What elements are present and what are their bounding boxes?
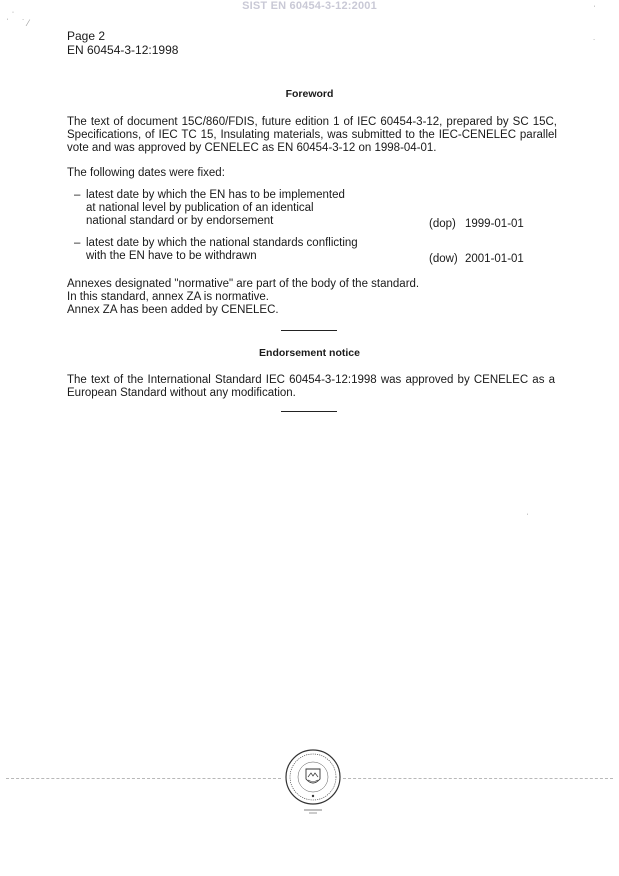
date-value: 2001-01-01 (465, 253, 524, 265)
dates-intro: The following dates were fixed: (67, 167, 225, 179)
date-code: (dow) (429, 253, 458, 265)
scan-dashed-line (343, 778, 613, 779)
date-item-line: with the EN have to be withdrawn (86, 250, 257, 262)
list-dash: – (74, 237, 81, 249)
foreword-paragraph: The text of document 15C/860/FDIS, future edition 1 of IEC 60454-3-12, prepared by SC 15C, Specifications, of IEC TC 15, Insulating materials, was submitted to the IEC-CENELEC parallel vote and was approved by CENELEC as EN 60454-3-12 on 1998-04-01. (67, 116, 557, 154)
scan-speck: ˙ (593, 38, 596, 48)
official-seal-stamp (284, 747, 342, 815)
date-item-dow (74, 237, 559, 265)
annex-line: Annex ZA has been added by CENELEC. (67, 304, 279, 316)
endorsement-paragraph: The text of the International Standard IEC 60454-3-12:1998 was approved by CENELEC as a European Standard without any modification. (67, 374, 555, 399)
scan-dashed-line (6, 778, 281, 779)
annex-notes (67, 278, 419, 317)
date-item-line: national standard or by endorsement (86, 215, 274, 227)
annex-line: Annexes designated "normative" are part of the body of the standard. (67, 278, 420, 290)
scan-speck: ˌ ˈ (6, 10, 15, 20)
scan-speck: ˈ (593, 4, 596, 14)
date-item-dop (74, 189, 559, 229)
watermark: SIST EN 60454-3-12:2001 (242, 0, 377, 12)
scan-speck: ˌ (526, 505, 529, 515)
date-item-line: latest date by which the national standards conflicting (86, 237, 358, 249)
scan-speck: ˙ ⁄ (22, 18, 30, 28)
page-header (67, 29, 178, 57)
list-dash: – (74, 189, 81, 201)
section-divider (281, 330, 337, 331)
document-number: EN 60454-3-12:1998 (67, 43, 179, 57)
endorsement-title: Endorsement notice (259, 347, 360, 359)
date-value: 1999-01-01 (465, 218, 524, 230)
annex-line: In this standard, annex ZA is normative. (67, 291, 269, 303)
date-item-line: latest date by which the EN has to be implemented (86, 189, 345, 201)
date-item-line: at national level by publication of an identical (86, 202, 314, 214)
section-divider (281, 411, 337, 412)
page-number: Page 2 (67, 29, 106, 43)
date-code: (dop) (429, 218, 456, 230)
foreword-title: Foreword (285, 88, 334, 100)
